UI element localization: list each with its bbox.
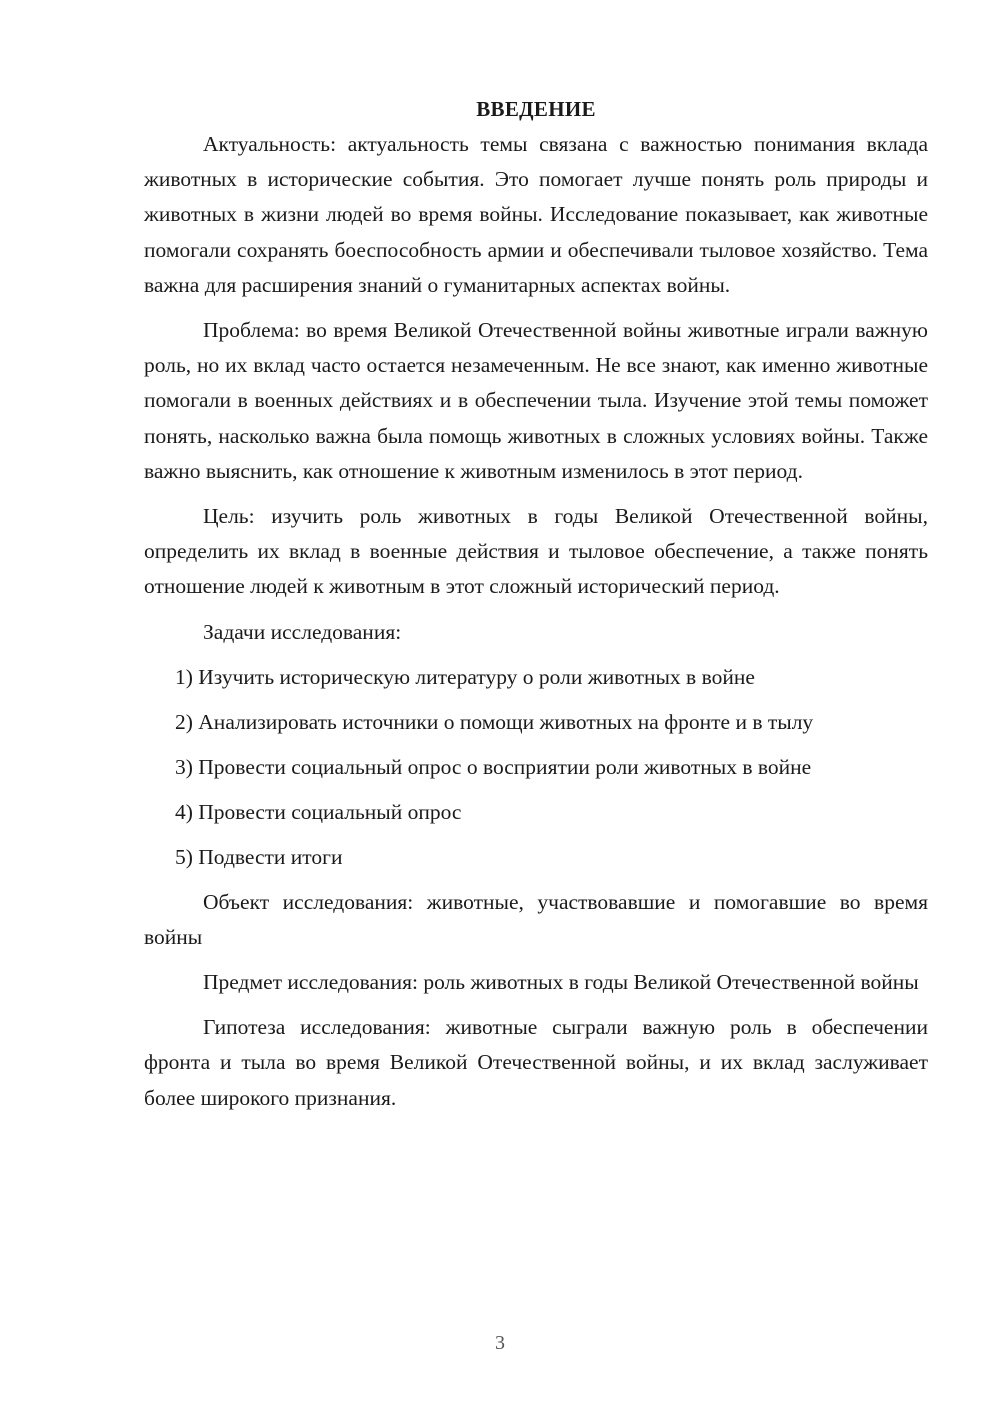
page-number: 3	[495, 1332, 505, 1354]
paragraph-hypothesis: Гипотеза исследования: животные сыграли важную роль в обеспечении фронта и тыла во время Великой Отечественной войны, и их вклад заслуживает более широкого признания.	[144, 1015, 928, 1110]
paragraph-goal: Цель: изучить роль животных в годы Великой Отечественной войны, определить их вклад в военные действия и тыловое обеспечение, а также понять отношение людей к животным в этот сложный исторический период.	[144, 504, 928, 599]
document-page	[144, 92, 928, 1126]
task-item: 4) Провести социальный опрос	[175, 799, 462, 824]
paragraph-subject: Предмет исследования: роль животных в годы Великой Отечественной войны	[203, 970, 919, 995]
task-item: 5) Подвести итоги	[175, 844, 343, 869]
section-title: ВВЕДЕНИЕ	[476, 97, 596, 121]
paragraph-relevance: Актуальность: актуальность темы связана с важностью понимания вклада животных в исторические события. Это помогает лучше понять роль природы и животных в жизни людей во время войны. Исследование показывает, как животные помогали сохранять боеспособность армии и обеспечивали тыловое хозяйство. Тема важна для расширения знаний о гуманитарных аспектах войны.	[144, 132, 928, 297]
paragraph-object: Объект исследования: животные, участвовавшие и помогавшие во время войны	[144, 889, 928, 949]
task-item: 3) Провести социальный опрос о восприятии роли животных в войне	[175, 754, 812, 779]
task-item: 2) Анализировать источники о помощи животных на фронте и в тылу	[175, 709, 814, 734]
paragraph-problem: Проблема: во время Великой Отечественной войны животные играли важную роль, но их вклад часто остается незамеченным. Не все знают, как именно животные помогали в военных действиях и в обеспечении тыла. Изучение этой темы поможет понять, насколько важна была помощь животных в сложных условиях войны. Также важно выяснить, как отношение к животным изменилось в этот период.	[144, 318, 928, 483]
tasks-heading: Задачи исследования:	[203, 619, 402, 644]
task-item: 1) Изучить историческую литературу о роли животных в войне	[175, 664, 755, 689]
